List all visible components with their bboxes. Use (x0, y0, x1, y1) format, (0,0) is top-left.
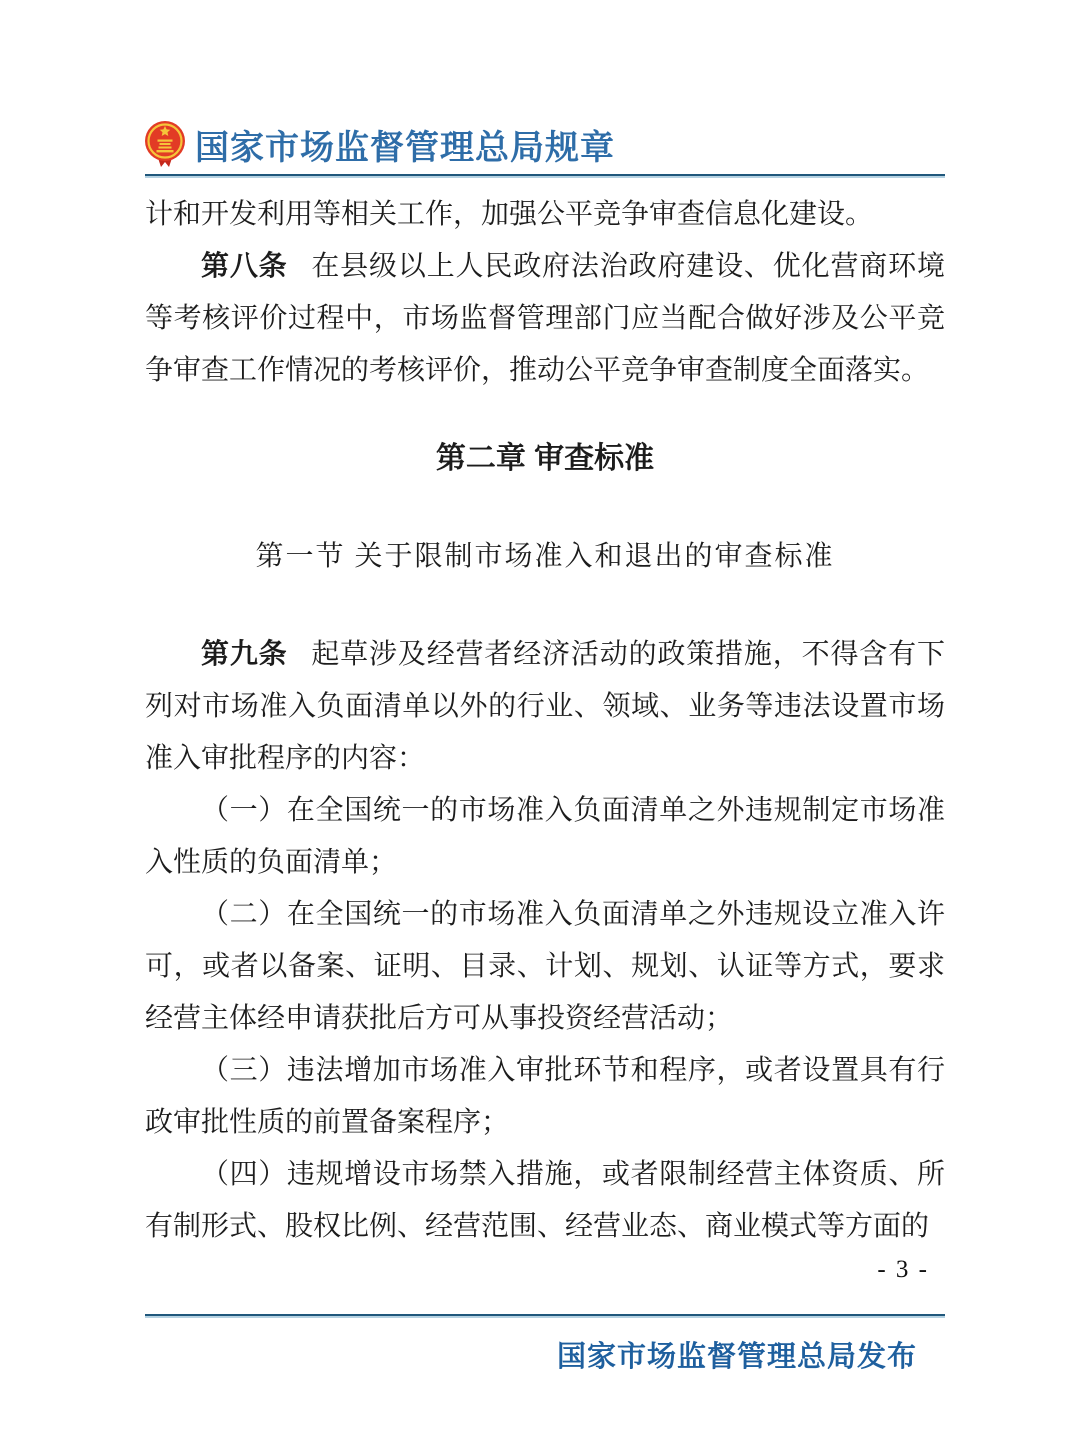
article-8-text: 在县级以上人民政府法治政府建设、优化营商环境等考核评价过程中，市场监督管理部门应当配合做好涉及公平竞争审查工作情况的考核评价，推动公平竞争审查制度全面落实。 (145, 251, 945, 386)
document-header (145, 118, 945, 170)
document-body (145, 189, 945, 1253)
chapter-heading: 第二章 审查标准 (435, 442, 655, 475)
list-item-3: （三）违法增加市场准入审批环节和程序，或者设置具有行政审批性质的前置备案程序； (145, 1055, 945, 1138)
article-9-number: 第九条 (201, 639, 288, 670)
list-item-2: （二）在全国统一的市场准入负面清单之外违规设立准入许可，或者以备案、证明、目录、计划、规划、认证等方式，要求经营主体经申请获批后方可从事投资经营活动； (145, 899, 945, 1034)
header-title: 国家市场监督管理总局规章 (195, 128, 615, 167)
list-item-4: （四）违规增设市场禁入措施，或者限制经营主体资质、所有制形式、股权比例、经营范围、经营业态、商业模式等方面的 (145, 1159, 945, 1242)
article-8-number: 第八条 (201, 251, 288, 282)
paragraph-article-8 (145, 241, 945, 397)
list-item-1: （一）在全国统一的市场准入负面清单之外违规制定市场准入性质的负面清单； (145, 795, 945, 878)
section-heading: 第一节 关于限制市场准入和退出的审查标准 (255, 541, 835, 572)
page-number: - 3 - (877, 1256, 929, 1283)
article-9-text: 起草涉及经营者经济活动的政策措施，不得含有下列对市场准入负面清单以外的行业、领域、业务等违法设置市场准入审批程序的内容： (145, 639, 945, 774)
paragraph-intro-continuation: 计和开发利用等相关工作，加强公平竞争审查信息化建设。 (145, 199, 874, 230)
publisher-label: 国家市场监督管理总局发布 (556, 1341, 917, 1373)
footer-divider (145, 1314, 945, 1318)
header-divider (145, 174, 945, 178)
document-footer (145, 1314, 945, 1375)
national-emblem-icon (145, 120, 185, 168)
paragraph-article-9 (145, 629, 945, 785)
